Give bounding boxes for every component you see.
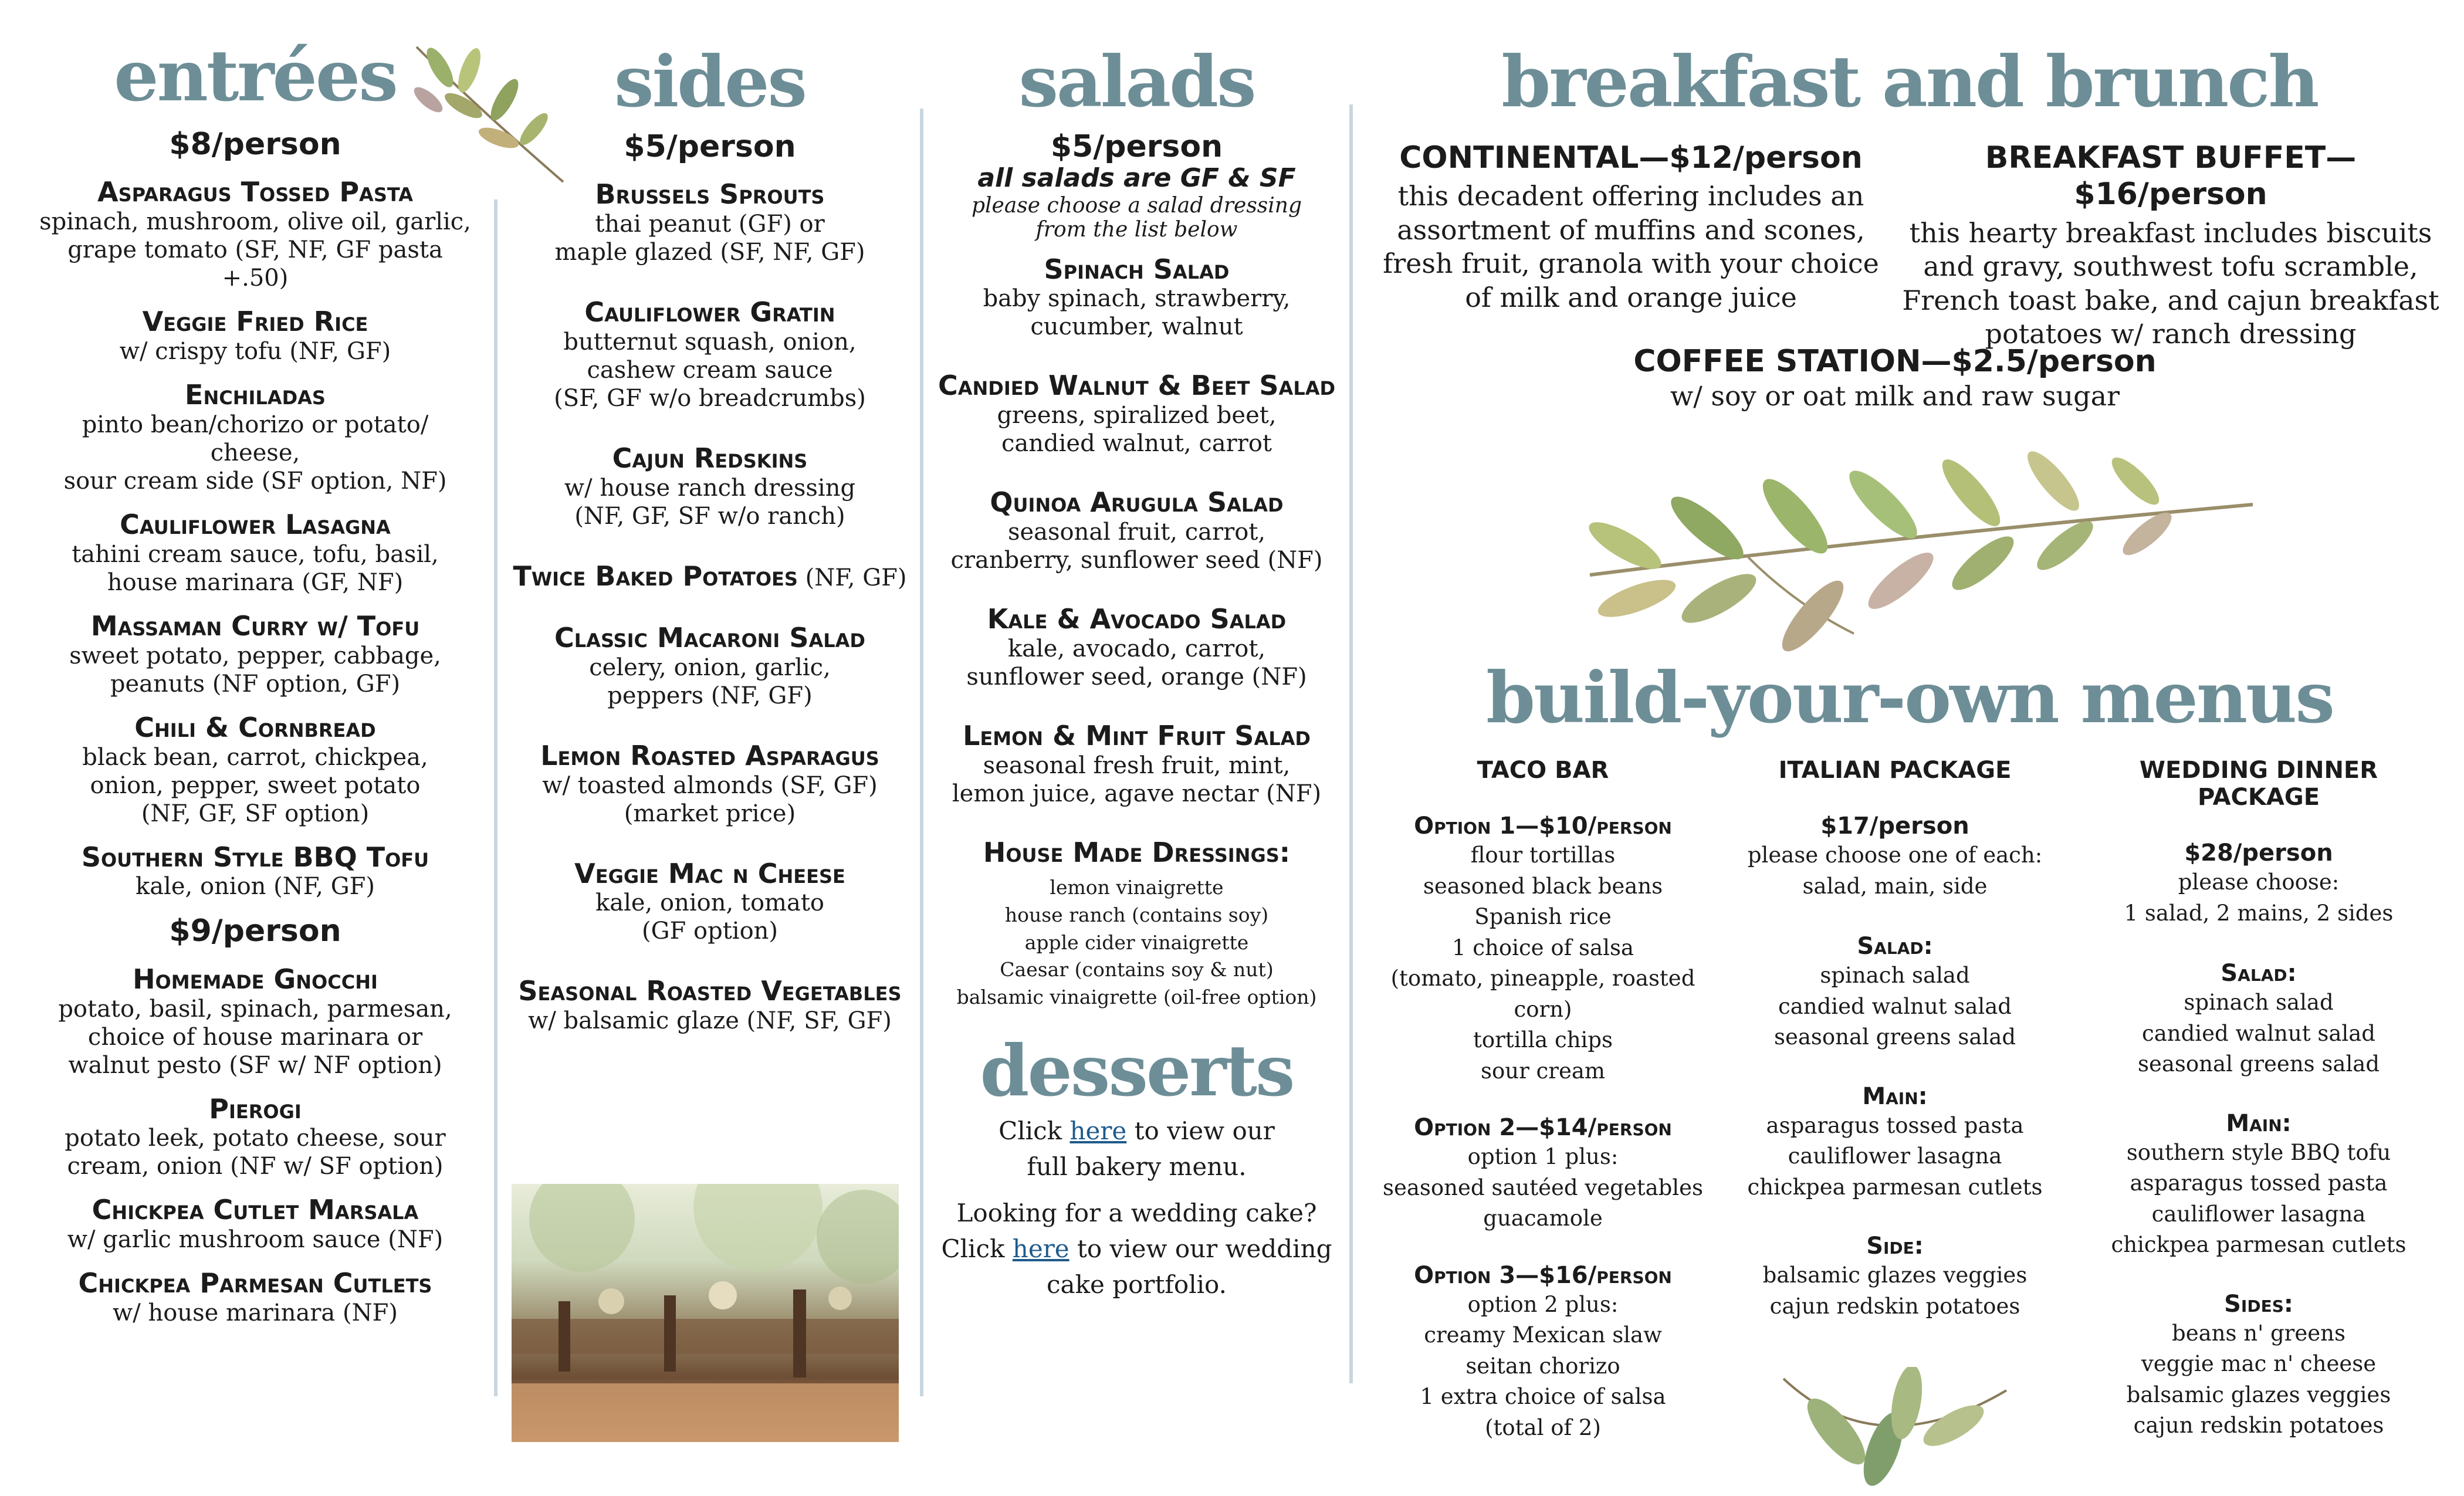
option-line: sour cream xyxy=(1481,1058,1605,1084)
dish-desc: butternut squash, onion, xyxy=(563,328,857,356)
buffet-section xyxy=(1901,140,2441,351)
salads-heading: salads xyxy=(1018,40,1255,123)
menu-item xyxy=(23,1194,487,1254)
group-title: Sides: xyxy=(2224,1290,2293,1318)
menu-item xyxy=(23,380,487,495)
dressing-item: lemon vinaigrette xyxy=(1050,875,1224,899)
wedding-intro xyxy=(2077,867,2441,929)
menu-item xyxy=(505,622,915,710)
group-line: southern style BBQ tofu xyxy=(2126,1139,2391,1165)
salads-note: from the list below xyxy=(1035,218,1238,242)
dish-desc: w/ house marinara (NF) xyxy=(113,1299,398,1327)
option-title: Option 2—$14/person xyxy=(1414,1114,1672,1142)
menu-item xyxy=(23,1094,487,1181)
dish-desc: maple glazed (SF, NF, GF) xyxy=(554,239,865,266)
dish-desc: w/ balsamic glaze (NF, SF, GF) xyxy=(528,1007,892,1035)
dressings-list xyxy=(930,874,1343,1011)
menu-item xyxy=(505,858,915,946)
salads-column xyxy=(930,40,1343,1303)
dish-name: Kale & Avocado Salad xyxy=(987,603,1287,635)
dish-name: Pierogi xyxy=(209,1092,302,1125)
bakery-menu-link[interactable]: here xyxy=(1069,1116,1127,1146)
dish-name: Chili & Cornbread xyxy=(134,711,376,743)
dish-name: Veggie Fried Rice xyxy=(142,306,368,338)
desserts-text: Click xyxy=(941,1234,1013,1263)
dish-name: Lemon & Mint Fruit Salad xyxy=(963,720,1311,752)
italian-groups xyxy=(1725,932,2065,1322)
entrees-heading: entrées xyxy=(114,35,397,117)
italian-title: ITALIAN PACKAGE xyxy=(1778,757,2012,784)
dish-desc: potato leek, potato cheese, sour xyxy=(65,1125,446,1152)
entrees-column xyxy=(23,35,487,1341)
dish-desc: lemon juice, agave nectar (NF) xyxy=(952,780,1322,808)
package-group xyxy=(2077,1290,2441,1441)
dressing-item: apple cider vinaigrette xyxy=(1024,930,1249,954)
group-line: seasonal greens salad xyxy=(1773,1024,2016,1050)
menu-item xyxy=(23,509,487,597)
option-line: seasoned black beans xyxy=(1423,873,1663,899)
dish-desc: onion, pepper, sweet potato xyxy=(90,771,421,799)
option-line: seasoned sautéed vegetables xyxy=(1382,1175,1704,1200)
dish-desc: (GF option) xyxy=(641,918,779,945)
option-line: corn) xyxy=(1514,996,1572,1022)
group-line: seasonal greens salad xyxy=(2137,1051,2380,1077)
dish-name: Southern Style BBQ Tofu xyxy=(81,841,429,873)
dish-desc: seasonal fresh fruit, mint, xyxy=(983,752,1291,780)
group-line: cajun redskin potatoes xyxy=(2133,1413,2384,1439)
dish-desc: cheese, xyxy=(210,439,300,466)
salads-price: $5/person xyxy=(1050,129,1223,164)
italian-section xyxy=(1725,757,2065,1351)
continental-title: CONTINENTAL—$12/person xyxy=(1399,140,1863,175)
dish-name: Lemon Roasted Asparagus xyxy=(540,739,879,771)
dish-name: Spinach Salad xyxy=(1044,253,1230,285)
group-line: spinach salad xyxy=(2184,990,2334,1016)
group-line: cauliflower lasagna xyxy=(1788,1143,2002,1169)
group-line: beans n' greens xyxy=(2172,1320,2345,1346)
option-title: Option 3—$16/person xyxy=(1414,1261,1672,1289)
breakfast-heading: breakfast and brunch xyxy=(1501,40,2318,123)
divider-line xyxy=(920,109,923,1396)
desc-line: fresh fruit, granola with your choice xyxy=(1383,248,1879,280)
group-line: asparagus tossed pasta xyxy=(1766,1112,2024,1138)
package-group xyxy=(1725,1082,2065,1203)
wedding-price: $28/person xyxy=(2184,840,2333,867)
leaf-branch-icon xyxy=(1572,440,2259,663)
dish-desc: seasonal fruit, carrot, xyxy=(1007,519,1266,546)
dish-desc: kale, onion (NF, GF) xyxy=(135,873,375,901)
dish-desc: sour cream side (SF option, NF) xyxy=(63,467,447,495)
group-line: chickpea parmesan cutlets xyxy=(1747,1174,2043,1200)
taco-options xyxy=(1373,812,1713,1444)
desc-line: of milk and orange juice xyxy=(1465,281,1797,313)
option-line: Spanish rice xyxy=(1474,904,1612,930)
wedding-section xyxy=(2077,757,2441,1471)
group-line: chickpea parmesan cutlets xyxy=(2111,1232,2407,1258)
group-title: Main: xyxy=(1862,1082,1928,1110)
buffet-title: BREAKFAST BUFFET—$16/person xyxy=(1985,140,2357,212)
dish-desc: kale, avocado, carrot, xyxy=(1007,635,1266,663)
coffee-title: COFFEE STATION—$2.5/person xyxy=(1633,344,2157,379)
menu-item xyxy=(23,177,487,292)
dish-name: Classic Macaroni Salad xyxy=(554,621,865,654)
option-line: (tomato, pineapple, roasted xyxy=(1390,966,1695,991)
dish-desc: walnut pesto (SF w/ NF option) xyxy=(68,1051,442,1079)
group-title: Salad: xyxy=(1857,933,1933,960)
menu-item xyxy=(23,712,487,828)
continental-desc xyxy=(1367,180,1895,314)
package-group xyxy=(1725,932,2065,1053)
desserts-heading: desserts xyxy=(980,1030,1294,1113)
group-title: Main: xyxy=(2226,1109,2292,1137)
dish-desc: potato, basil, spinach, parmesan, xyxy=(58,995,452,1023)
package-group xyxy=(1725,1232,2065,1322)
dish-name: Cauliflower Gratin xyxy=(584,296,835,329)
option-line: (total of 2) xyxy=(1485,1414,1601,1440)
desc-line: please choose: xyxy=(2178,869,2340,895)
dish-name: Chickpea Parmesan Cutlets xyxy=(78,1267,432,1299)
option-title: Option 1—$10/person xyxy=(1414,813,1672,840)
group-line: balsamic glazes veggies xyxy=(1762,1263,2028,1288)
dish-name: Massaman Curry w/ Tofu xyxy=(90,610,420,642)
desserts-text: to view our wedding xyxy=(1069,1234,1332,1263)
menu-item xyxy=(505,740,915,828)
dressing-item: balsamic vinaigrette (oil-free option) xyxy=(956,986,1317,1009)
dish-desc: baby spinach, strawberry, xyxy=(983,285,1291,313)
package-group xyxy=(2077,1109,2441,1261)
dish-name: Candied Walnut & Beet Salad xyxy=(937,370,1336,402)
group-line: candied walnut salad xyxy=(1778,993,2012,1019)
dish-name: Seasonal Roasted Vegetables xyxy=(518,975,902,1007)
wedding-groups xyxy=(2077,959,2441,1441)
dish-desc: (SF, GF w/o breadcrumbs) xyxy=(554,384,866,412)
dish-desc: sunflower seed, orange (NF) xyxy=(966,664,1307,691)
desc-line: potatoes w/ ranch dressing xyxy=(1985,318,2357,350)
desc-line: and gravy, southwest tofu scramble, xyxy=(1923,251,2418,283)
byo-heading: build-your-own menus xyxy=(1486,656,2333,739)
menu-item xyxy=(930,604,1343,691)
dish-desc: house marinara (GF, NF) xyxy=(107,568,404,596)
sides-price: $5/person xyxy=(624,129,796,164)
menu-item xyxy=(23,611,487,698)
dish-desc: kale, onion, tomato xyxy=(595,889,824,917)
dish-desc: celery, onion, garlic, xyxy=(589,654,831,681)
entrees-list xyxy=(23,177,487,901)
dish-desc: choice of house marinara or xyxy=(87,1023,423,1051)
group-title: Salad: xyxy=(2221,960,2297,987)
desc-line: this hearty breakfast includes biscuits xyxy=(1909,216,2432,249)
menu-item xyxy=(23,306,487,365)
dressing-item: house ranch (contains soy) xyxy=(1004,903,1269,926)
dish-desc: cashew cream sauce xyxy=(587,356,833,384)
coffee-section xyxy=(1631,343,2159,414)
menu-item xyxy=(930,720,1343,808)
dressing-item: Caesar (contains soy & nut) xyxy=(1000,958,1274,981)
dish-desc: +.50) xyxy=(222,265,289,292)
dish-desc: (NF, GF, SF w/o ranch) xyxy=(574,502,845,530)
desserts-text xyxy=(930,1113,1343,1302)
wedding-cake-link[interactable]: here xyxy=(1012,1234,1069,1263)
entrees-price-9: $9/person xyxy=(169,913,341,949)
menu-item xyxy=(23,964,487,1079)
divider-line xyxy=(494,199,497,1396)
leaf-small-icon xyxy=(1772,1367,2018,1490)
dish-name: Cajun Redskins xyxy=(612,442,808,474)
option-line: option 1 plus: xyxy=(1467,1144,1619,1170)
taco-option xyxy=(1373,812,1713,1087)
menu-item xyxy=(505,179,915,266)
desserts-text: Click xyxy=(999,1116,1070,1146)
menu-item xyxy=(930,254,1343,341)
option-line: option 2 plus: xyxy=(1467,1291,1619,1317)
dish-name: Quinoa Arugula Salad xyxy=(990,486,1284,519)
menu-item xyxy=(505,297,915,412)
sides-column xyxy=(505,40,915,1065)
dish-note: (NF, GF) xyxy=(797,564,907,591)
outdoor-dining-photo xyxy=(512,1184,899,1442)
desc-line: salad, main, side xyxy=(1802,873,1988,899)
sides-list xyxy=(505,179,915,1035)
option-line: tortilla chips xyxy=(1473,1027,1613,1053)
desserts-text: Looking for a wedding cake? xyxy=(956,1198,1317,1227)
dish-desc: candied walnut, carrot xyxy=(1001,430,1272,458)
menu-item xyxy=(930,370,1343,458)
dish-desc: (NF, GF, SF option) xyxy=(141,800,370,827)
group-line: cajun redskin potatoes xyxy=(1769,1293,2020,1319)
salads-note: please choose a salad dressing xyxy=(971,193,1302,218)
dish-desc: spinach, mushroom, olive oil, garlic, xyxy=(39,208,471,236)
dish-name: Brussels Sprouts xyxy=(595,178,825,211)
menu-item xyxy=(23,842,487,901)
option-line: flour tortillas xyxy=(1470,842,1616,868)
entrees-price-8: $8/person xyxy=(169,127,341,162)
group-line: asparagus tossed pasta xyxy=(2130,1170,2388,1196)
group-line: candied walnut salad xyxy=(2142,1020,2375,1046)
entrees-list xyxy=(23,964,487,1328)
group-title: Side: xyxy=(1866,1233,1924,1260)
dish-desc: peppers (NF, GF) xyxy=(607,682,813,709)
sides-heading: sides xyxy=(614,40,805,123)
dish-desc: (market price) xyxy=(624,800,796,827)
dish-desc: w/ crispy tofu (NF, GF) xyxy=(119,337,391,365)
dish-desc: sweet potato, pepper, cabbage, xyxy=(69,642,441,669)
dish-name: Homemade Gnocchi xyxy=(133,963,378,995)
desc-line: 1 salad, 2 mains, 2 sides xyxy=(2124,900,2394,926)
dish-name: Asparagus Tossed Pasta xyxy=(97,176,413,208)
dish-desc: greens, spiralized beet, xyxy=(997,402,1277,429)
desc-line: assortment of muffins and scones, xyxy=(1397,214,1865,246)
desserts-text: cake portfolio. xyxy=(1047,1270,1227,1299)
desc-line: this decadent offering includes an xyxy=(1397,180,1864,212)
menu-item xyxy=(505,976,915,1035)
menu-item xyxy=(930,487,1343,574)
dish-desc: tahini cream sauce, tofu, basil, xyxy=(72,540,439,568)
option-line: guacamole xyxy=(1483,1206,1603,1231)
continental-section xyxy=(1367,140,1895,314)
taco-option xyxy=(1373,1113,1713,1234)
menu-item xyxy=(505,443,915,530)
dish-name: Enchiladas xyxy=(185,378,326,411)
taco-bar-title: TACO BAR xyxy=(1477,757,1609,784)
dish-desc: w/ toasted almonds (SF, GF) xyxy=(542,771,878,799)
wedding-title: WEDDING DINNER PACKAGE xyxy=(2139,757,2378,811)
group-line: balsamic glazes veggies xyxy=(2126,1382,2391,1407)
dish-desc: peanuts (NF option, GF) xyxy=(110,670,401,698)
divider-line xyxy=(1349,104,1353,1383)
desc-line: please choose one of each: xyxy=(1747,842,2043,868)
dish-name: Veggie Mac n Cheese xyxy=(574,857,845,889)
dish-name: Twice Baked Potatoes (NF, GF) xyxy=(513,560,907,592)
dish-desc: black bean, carrot, chickpea, xyxy=(82,743,428,771)
salads-note: all salads are GF & SF xyxy=(977,163,1296,194)
group-line: cauliflower lasagna xyxy=(2151,1201,2366,1227)
coffee-desc: w/ soy or oat milk and raw sugar xyxy=(1670,380,2120,412)
dish-desc: cream, onion (NF w/ SF option) xyxy=(67,1153,444,1180)
option-line: 1 choice of salsa xyxy=(1451,935,1634,960)
italian-intro xyxy=(1725,840,2065,902)
option-line: seitan chorizo xyxy=(1465,1353,1620,1379)
dish-desc: w/ house ranch dressing xyxy=(564,474,856,502)
desserts-text: full bakery menu. xyxy=(1027,1152,1247,1182)
package-group xyxy=(2077,959,2441,1080)
group-line: spinach salad xyxy=(1820,963,1970,989)
dish-desc: thai peanut (GF) or xyxy=(595,211,825,238)
menu-item xyxy=(23,1268,487,1327)
dressings-title: House Made Dressings: xyxy=(983,837,1291,869)
option-line: creamy Mexican slaw xyxy=(1424,1322,1662,1348)
desc-line: French toast bake, and cajun breakfast xyxy=(1902,284,2439,316)
dish-desc: cucumber, walnut xyxy=(1030,313,1243,341)
desserts-text: to view our xyxy=(1126,1116,1275,1146)
buffet-desc xyxy=(1901,216,2441,351)
dish-desc: w/ garlic mushroom sauce (NF) xyxy=(67,1226,444,1254)
option-line: 1 extra choice of salsa xyxy=(1420,1384,1666,1410)
menu-item xyxy=(505,561,915,592)
italian-price: $17/person xyxy=(1820,813,1969,840)
group-line: veggie mac n' cheese xyxy=(2141,1351,2377,1377)
dish-desc: cranberry, sunflower seed (NF) xyxy=(950,547,1323,574)
salads-list xyxy=(930,254,1343,808)
dish-desc: pinto bean/chorizo or potato/ xyxy=(82,411,429,438)
dish-desc: grape tomato (SF, NF, GF pasta xyxy=(67,236,443,264)
taco-bar-section xyxy=(1373,757,1713,1471)
dish-name: Cauliflower Lasagna xyxy=(120,508,391,540)
dish-name: Chickpea Cutlet Marsala xyxy=(92,1194,419,1226)
taco-option xyxy=(1373,1261,1713,1444)
